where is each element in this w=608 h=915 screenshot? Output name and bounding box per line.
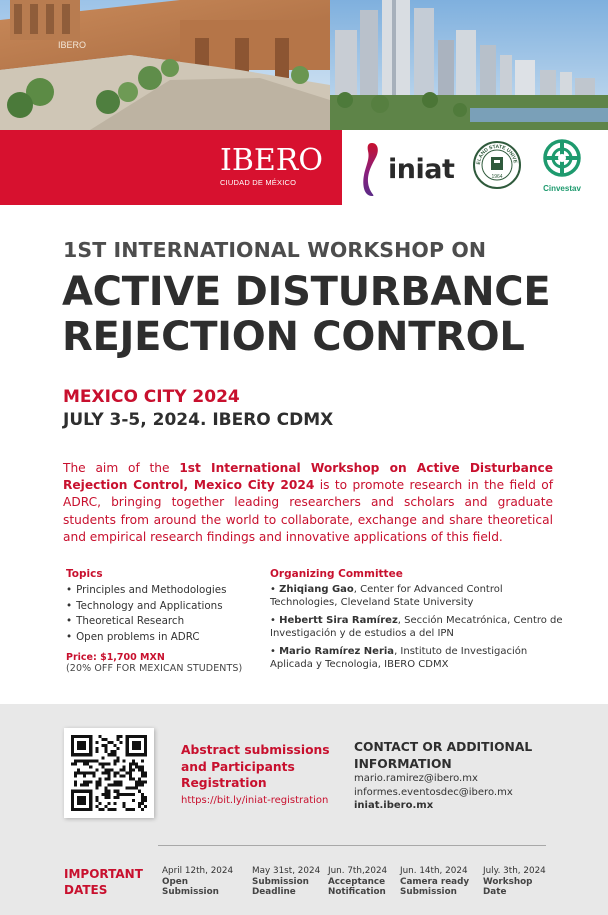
intro-text-1: The aim of the [63,461,180,475]
topic-item: • Theoretical Research [66,614,266,630]
building-sign: IBERO [58,40,87,50]
member-affiliation: , Center for Advanced Control Technologies, Cleveland State University [270,584,503,608]
workshop-title [62,270,582,360]
topic-item: • Technology and Applications [66,599,266,615]
qr-code-icon [71,735,147,811]
footer-divider [158,845,546,846]
workshop-pretitle: 1ST INTERNATIONAL WORKSHOP ON [63,238,487,262]
csu-seal-year: 1964 [491,174,503,180]
topic-item: • Open problems in ADRC [66,630,266,646]
committee-member: • Hebertt Sira Ramírez, Sección Mecatrónica, Centro de Investigación y de estudios a del IPN [270,615,563,639]
student-discount: (20% OFF FOR MEXICAN STUDENTS) [66,663,243,674]
member-affiliation: , Instituto de Investigación Aplicada y Tecnologia, IBERO CDMX [270,646,528,670]
workshop-title-line1: ACTIVE DISTURBANCE [62,269,551,315]
date-event: Open Submission [162,876,219,897]
ibero-logo-name: IBERO [220,143,323,178]
price: Price: $1,700 MXN [66,652,165,663]
topic-item: • Principles and Methodologies [66,583,266,599]
intro-bold-name: 1st International Workshop on Active Disturbance Rejection Control, Mexico City 2024 [63,461,553,493]
member-affiliation: , Sección Mecatrónica, Centro de Investigación y de estudios a del IPN [270,615,563,639]
city-year: MEXICO CITY 2024 [63,387,240,407]
hero-photo [0,0,608,130]
date-event: Workshop Date [483,876,533,897]
csu-seal-text: ELAND STATE UNIVE [475,143,518,165]
intro-text-2: is to promote research in the field of ADRC, bringing together leading researchers and scholars and graduate students from around the world to collaborate, exchange and share theoretical and empirical research findings and innovative applications of this field. [63,478,553,544]
ibero-logo-sub: CIUDAD DE MÉXICO [220,178,297,187]
cinvestav-logo [538,138,586,193]
contact-website[interactable]: iniat.ibero.mx [354,800,434,811]
iniat-logo [360,140,454,198]
important-dates-heading [64,866,149,898]
cinvestav-label: Cinvestav [543,184,581,193]
member-name: Hebertt Sira Ramírez [279,615,398,626]
registration-link[interactable]: https://bit.ly/iniat-registration [181,794,329,806]
event-dates: JULY 3-5, 2024. IBERO CDMX [63,410,334,430]
date-event: Submission Deadline [252,876,309,897]
contact-block [354,739,584,813]
date-value: Jun. 14th, 2024 [400,866,468,876]
cinvestav-emblem-icon [542,138,582,178]
date-value: Jun. 7th,2024 [328,866,388,876]
intro-paragraph [63,460,553,546]
topics-list [66,583,266,645]
committee-member: • Zhiqiang Gao, Center for Advanced Control Technologies, Cleveland State University [270,584,503,608]
date-item-deadline [252,866,324,898]
date-item-acceptance [328,866,396,898]
committee-heading: Organizing Committee [270,568,403,580]
iniat-mark-icon [360,141,382,197]
topics-section [66,568,266,674]
ibero-logo [220,143,325,187]
committee-member: • Mario Ramírez Neria, Instituto de Investigación Aplicada y Tecnologia, IBERO CDMX [270,646,528,670]
topics-heading: Topics [66,568,103,580]
date-event: Camera ready Submission [400,876,470,897]
registration-qr-code[interactable] [64,728,154,818]
csu-seal-icon [472,140,522,190]
date-value: July. 3th, 2024 [483,866,546,876]
workshop-title-line2: REJECTION CONTROL [62,314,525,360]
iniat-logo-word: iniat [388,153,455,185]
committee-section [270,568,570,676]
important-dates-label: IMPORTANT DATES [64,867,143,897]
member-name: Zhiqiang Gao [279,584,354,595]
date-item-open [162,866,242,898]
contact-email-2[interactable]: informes.eventosdec@ibero.mx [354,786,513,798]
member-name: Mario Ramírez Neria [279,646,395,657]
date-event: Acceptance Notification [328,876,386,897]
date-item-camera-ready [400,866,474,898]
date-value: May 31st, 2024 [252,866,321,876]
date-value: April 12th, 2024 [162,866,234,876]
registration-block [181,742,341,806]
contact-email-1[interactable]: mario.ramirez@ibero.mx [354,773,478,784]
contact-heading: CONTACT OR ADDITIONAL INFORMATION [354,740,533,771]
registration-heading: Abstract submissions and Participants Registration [181,743,330,790]
date-item-workshop [483,866,555,898]
